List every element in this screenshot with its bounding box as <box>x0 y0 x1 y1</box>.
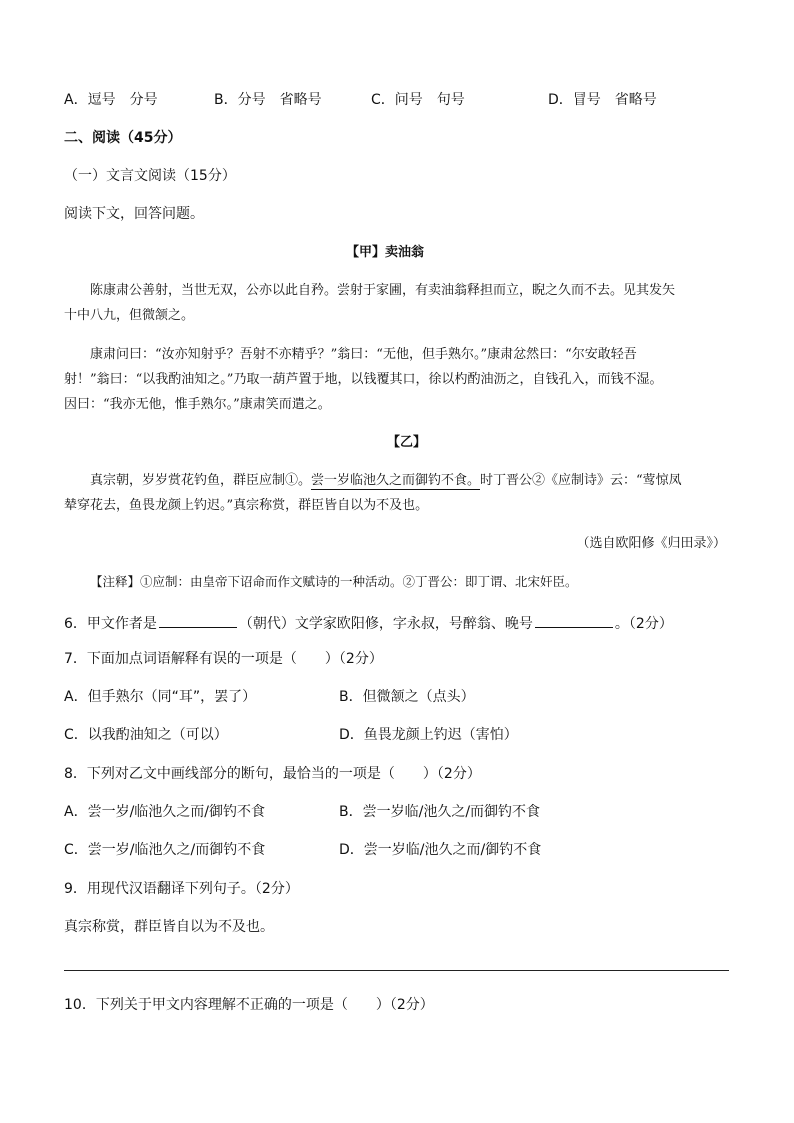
answer-blank[interactable] <box>535 614 613 628</box>
q9-sentence: 真宗称赏，群臣皆自以为不及也。 <box>64 919 274 935</box>
q5-option-a: A．逗号 分号 <box>64 92 158 108</box>
q5-option-b: B．分号 省略号 <box>214 92 322 108</box>
answer-line[interactable] <box>64 970 729 971</box>
underlined-sentence: 尝一岁临池久之而御钓不食。 <box>311 473 481 488</box>
q7-option-c: C．以我酌油知之（可以） <box>64 727 228 743</box>
q6-text: 。（2分） <box>614 616 673 632</box>
q6-text: 6．甲文作者是 <box>64 616 157 632</box>
q7-option-b: B．但微颔之（点头） <box>339 689 475 705</box>
question-7-stem: 7．下面加点词语解释有误的一项是（ ）（2分） <box>64 651 383 667</box>
reading-instruction: 阅读下文，回答问题。 <box>64 206 204 222</box>
passage-source: （选自欧阳修《归田录》） <box>576 536 726 551</box>
q7-option-a: A．但手熟尔（同“耳”，罢了） <box>64 689 257 705</box>
passage-a-line: 射！”翁曰：“以我酌油知之。”乃取一葫芦置于地，以钱覆其口，徐以杓酌油沥之，自钱孔入，而钱不湿。 <box>64 372 663 387</box>
passage-a-line: 因曰：“我亦无他，惟手熟尔。”康肃笑而遣之。 <box>64 397 331 412</box>
passage-b-line: 辇穿花去，鱼畏龙颜上钓迟。”真宗称赏，群臣皆自以为不及也。 <box>64 498 429 513</box>
q6-text: （朝代）文学家欧阳修，字永叔，号醉翁、晚号 <box>238 616 533 632</box>
passage-a-line: 陈康肃公善射，当世无双，公亦以此自矜。尝射于家圃，有卖油翁释担而立，睨之久而不去。见其发矢 <box>90 283 676 298</box>
q8-option-a: A．尝一岁/临池久之而/御钓不食 <box>64 804 266 820</box>
q8-option-c: C．尝一岁/临池久之/而御钓不食 <box>64 842 266 858</box>
question-10-stem: 10．下列关于甲文内容理解不正确的一项是（ ）（2分） <box>64 997 434 1013</box>
q8-option-d: D．尝一岁临/池久之而/御钓不食 <box>339 842 542 858</box>
annotation-notes: 【注释】①应制：由皇帝下诏命而作文赋诗的一种活动。②丁晋公：即丁谓、北宋奸臣。 <box>90 574 578 589</box>
question-9-stem: 9．用现代汉语翻译下列句子。（2分） <box>64 881 299 897</box>
passage-a-heading: 【甲】卖油翁 <box>346 245 425 260</box>
passage-b-line <box>90 474 682 487</box>
answer-blank[interactable] <box>159 614 237 628</box>
passage-b-text: 真宗朝，岁岁赏花钓鱼，群臣应制①。 <box>90 473 312 488</box>
question-8-stem: 8．下列对乙文中画线部分的断句，最恰当的一项是（ ）（2分） <box>64 766 481 782</box>
subsection-title: （一）文言文阅读（15分） <box>64 168 236 184</box>
passage-b-text: 时丁晋公②《应制诗》云：“莺惊凤 <box>480 473 682 488</box>
q7-option-d: D．鱼畏龙颜上钓迟（害怕） <box>339 727 518 743</box>
passage-a-line: 康肃问曰：“汝亦知射乎？吾射不亦精乎？”翁曰：“无他，但手熟尔。”康肃忿然曰：“尔安敢轻吾 <box>90 347 637 362</box>
section-title: 二、阅读（45分） <box>64 130 182 146</box>
q8-option-b: B．尝一岁临/池久之/而御钓不食 <box>339 804 541 820</box>
question-6 <box>64 614 673 631</box>
q5-option-c: C．问号 句号 <box>371 92 465 108</box>
passage-b-heading: 【乙】 <box>387 435 427 450</box>
q5-option-d: D．冒号 省略号 <box>548 92 657 108</box>
passage-a-line: 十中八九，但微颔之。 <box>64 308 195 323</box>
